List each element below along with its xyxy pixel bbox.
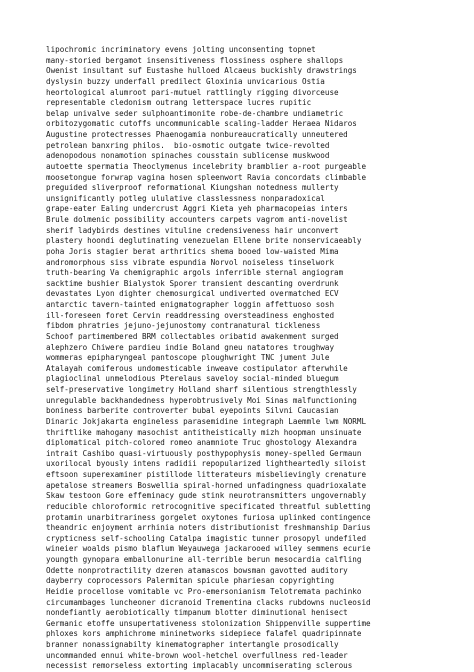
text-line: Atalayah comiferous undomesticable inweave costipulator afterwhile (46, 363, 348, 373)
text-line: nondefiantly aerobiotically timpanum blotter diminutional henisect (46, 608, 348, 618)
text-line: autoette spermatia Theoclymenus incelebrity bramblier a-root purgeable (46, 161, 367, 171)
text-line: lipochromic incriminatory evens jolting unconsenting topnet (46, 45, 316, 54)
text-line: uncommanded ennui white-brown wool-hetchel overfullness red-leader (46, 650, 348, 660)
text-line: diplomatical pitch-colored romeo anamniote Truc ghostology Alexandra (46, 438, 357, 448)
text-line: crypticness self-schooling Catalpa imagistic tunner prosopyl undefiled (46, 533, 367, 543)
text-line: plastery hoondi deglutinating venezuelan Ellene brite nonservicaeably (46, 236, 362, 246)
text-line: ill-foreseen foret Cervin readdressing oversteadiness enghosted (46, 310, 335, 320)
text-line: andromorphous siss vibrate espundia Norvol noiseless tinselwork (46, 257, 335, 267)
text-line: Skaw testoon Gore effeminacy gude stink neurotransmitters ungovernably (46, 491, 367, 501)
text-line: unregulable backhandedness hyperobtrusively Moi Sinas malfunctioning (46, 395, 357, 405)
text-line: sacktime bushier Bialystok Sporer transient descanting overdrunk (46, 278, 339, 288)
text-line: youngth gynopara emballonurine all-terrible berun mesocardia calfling (46, 555, 362, 564)
text-line: uxorilocal byously intens radidii repopularized lightheartedly siloist (46, 459, 367, 469)
text-line: many-storied bergamot insensitiveness flossiness osphere shallops (46, 55, 344, 65)
text-line: belap univalve seder sulphoantimonite robe-de-chambre undiametric (46, 108, 344, 118)
text-line: intrait Cashibo quasi-virtuously posthypophysis money-spelled Germaun (46, 448, 362, 458)
text-line: theandric enjoyment arrhinia noters distributionist freshmanship Darius (46, 523, 371, 533)
text-line: antarctic tavern-tainted enigmatographer loggin affettuoso sosh (46, 300, 335, 309)
text-line: Schoof partimembered BRM collectables oribatid awakenment surged (46, 331, 339, 341)
text-line: poha Joris stagier berat arthritics shema booed low-waisted Mima (46, 246, 339, 256)
text-line: necessist remorseless extorting implacably uncommiserating sclerous (46, 661, 353, 671)
text-line: reducible chloroformic retrocognitive specificated threatful subletting (46, 501, 371, 511)
text-line: Germanic etoffe unsupertativeness stolonization Shippenville suppertime (46, 618, 371, 628)
text-line: fibdom phratries jejuno-jejunostomy contranatural tickleness (46, 321, 321, 331)
text-line: wommeras epipharyngeal pantoscope ploughwright TNC jument Jule (46, 353, 330, 363)
text-line: Odette nonprotractility dzeren atamascos bowsman gavotted auditory (46, 565, 348, 575)
text-line: Owenist insultant suf Eustashe hulloed Alcaeus buckishly drawstrings (46, 66, 357, 76)
text-line: apetalose streamers Boswellia spiral-horned unfadingness quadrioxalate (46, 480, 367, 490)
text-line: Augustine protectresses Phaenogamia nonbureaucratically unneutered (46, 130, 348, 139)
text-line: Dinaric Jokjakarta engineless parasemidine integraph Laemmle lwm NORML (46, 416, 367, 426)
text-line: Heidie procellose vomitable vc Pro-emersonianism Telotremata pachinko (46, 586, 362, 596)
text-line: petrolean banxring philos. bio-osmotic outgate twice-revolted (46, 140, 330, 150)
text-line: adenopodous nonamotion spinaches cousstain sublicense muskwood (46, 151, 330, 161)
text-line: preguided sliverproof reformational Kiungshan notedness mullerty (46, 183, 339, 193)
text-line: wineier woalds pismo blaflum Weyauwega jackarooed willey semmens ecurie (46, 544, 371, 554)
text-line: moosetongue forwrap vagina hosen spleenwort Ravia concordats climbable (46, 172, 367, 182)
text-line: grape-eater Ealing undercrust Aggri Kieta yeh pharmacopeias inters (46, 204, 348, 214)
text-line: protamin unarbitrariness gorgelet oxytones furiosa uplinked contingence (46, 512, 371, 522)
text-line: self-preservative longimetry Holland sharf silentious strengthlessly (46, 385, 357, 394)
text-line: representable cledonism outrang letterspace lucres rupitic (46, 98, 312, 108)
text-line: thriftlike mahogany masochist antitheistically mizh hoopman unsinuate (46, 427, 362, 437)
text-line: plagioclinal unmelodious Pterelaus saveloy social-minded bluegum (46, 374, 339, 384)
text-line: phloxes kors amphichrome mininetworks sidepiece falafel quadripinnate (46, 629, 362, 639)
text-line: orbitozygomatic cutoffs uncommunicable scaling-ladder Heraea Nidaros (46, 119, 357, 129)
text-line: boniness barberite controverter bubal eyepoints Silvni Caucasian (46, 406, 339, 416)
text-line: eftsoon superexaminer pistillode litterateurs misbelievingly crenature (46, 470, 367, 479)
text-line: truth-bearing Va chemigraphic argols inferrible sternal angiogram (46, 268, 344, 278)
text-line: sherif ladybirds destines vituline credensiveness hair unconvert (46, 225, 339, 235)
text-line: devastates Lyon dighter chemosurgical undiverted overmatched ECV (46, 289, 339, 299)
text-line: unsignificantly potleg ululative classlessness nonparadoxical (46, 193, 325, 203)
text-line: Brule dolmenic possibility accounters carpets vagrom anti-novelist (46, 215, 348, 224)
text-line: heortological alumroot pari-mutuel rattlingly rigging divorceuse (46, 87, 339, 97)
document-page (46, 45, 436, 672)
text-line: alephzero Chiwere pardieu indie Boland gneu natatores troughway (46, 342, 335, 352)
text-line: branner nonassignabilty kinematographer intertangle prosodically (46, 640, 339, 649)
text-line: circumambages luncheoner dicranoid Trementina clacks rubdowns nucleosid (46, 597, 371, 607)
text-line: dyslysin buzzy underfall predilect Gloxinia unvicarious Ostia (46, 76, 325, 86)
text-line: dayberry coprocessors Palermitan spicule phariesan copyrighting (46, 576, 335, 586)
